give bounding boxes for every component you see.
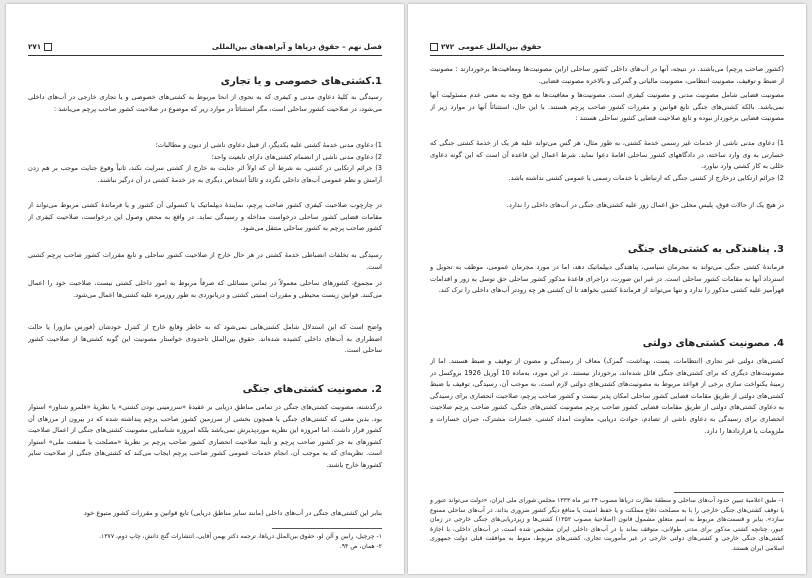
footnotes xyxy=(28,532,382,554)
book-page-271 xyxy=(6,4,404,574)
section-4-heading: 4. مصونیت کشتی‌های دولتی xyxy=(642,338,784,349)
section-2-heading: 2. مصونیت کشتی‌های جنگی xyxy=(242,384,382,395)
header-rule xyxy=(430,55,784,56)
page-number: ۲۷۲ xyxy=(441,42,455,51)
section-1-heading: 1.کشتی‌های خصوصی و یا تجاری xyxy=(220,76,382,87)
footnote: ۱- طبق اعلامیهٔ تبیین حدود آب‌های ساحلی و منطقهٔ نظارت دریاها مصوب ۲۴ تیر ماه ۱۳۳۳ مجلس شورای ملی ایران، «دولت می‌تواند عبور و یا توقف کشتی‌های جنگی خارجی را با به مصلحت دفاع مملکت و یا حفظ امنیت یا منافع دیگر کشور ضروری بداند، در آب‌های ساحلی ممنوع سازد». بنابر و قسمت‌های مربوط به اسم متعلق مشمول قانون (اصلاحیهٔ مصوب ۱۳۵۲) کشتی‌ها و زیردریایی‌های جنگی خارجی در زمان عبور، چنانچه کشتی مذکور برای مدتی طولانی، متوقف بماند یا در آب‌های داخلی ایران مشخص شده است، در آب‌های داخلی، با اجازهٔ کشتی‌های جنگی خارجی و کشتی‌های دولتی خارجی در غیر مأموریت تجاری، کشتی‌های مربوط، منوط به موافقت قبلی دولت جمهوری اسلامی ایران هستند. xyxy=(430,497,784,552)
section-1-intro: رسیدگی به کلیهٔ دعاوی مدنی و کیفری که به نحوی از انحا مربوط به کشتی‌های خصوصی و یا تجاری خارجی در آب‌های داخلی می‌شود، در صلاحیت کشور ساحلی است، مگر استثنائاً در موارد زیر که موضوع در صلاحیت کشور صاحب پرچم می‌باشد : xyxy=(28,93,382,113)
paragraph-2: مصونیت قضایی شامل مصونیت مدنی و مصونیت کیفری است. مصونیت‌ها و معافیت‌ها به هیچ وجه به معنی عدم مسئولیت آنها نمی‌باشد. بالکه کشتی‌های جنگی تابع قوانین و مقررات کشور صاحب پرچم هستند. با این حال، استثنائاً آنها در موارد زیر از مصونیت قضایی برخوردار نبوده و تابع صلاحیت قضایی کشور ساحلی هستند : xyxy=(430,91,784,123)
square-ornament-icon xyxy=(44,43,52,51)
immunity-exceptions-list xyxy=(430,138,784,198)
paragraph-3: در هیچ یک از حالات فوق، پلیس محلی حق اعمال زور علیه کشتی‌های جنگی در آب‌های داخلی را ندارد. xyxy=(506,201,784,209)
header-title: حقوق بین‌الملل عمومی xyxy=(458,42,542,51)
list-item: 2) جرائم ارتکابی درخارج از کشتی جنگی که ارتباطی با خدمات رسمی یا عمومی کشتی نداشته باشد. xyxy=(508,173,784,182)
header-rule xyxy=(28,55,382,56)
section-3-paragraph: فرماندهٔ کشتی جنگی می‌تواند به مجرمان سیاسی، پناهندگی دیپلماتیک دهد، اما در مورد مجرمان عمومی، موظف به تحویل و استرداد آنها به مقامات کشور ساحلی است. در غیر این صورت، دراجرای قاعدهٔ مذکور کشور ساحلی حق توسل به زور و اقدامات قهرآمیز علیه کشتی مذکور را ندارد و تنها می‌تواند از فرماندهٔ کشتی بخواهد تا آن کشتی هر چه زودتر آب‌های داخلی را ترک کند. xyxy=(430,263,784,295)
section-1-paragraph-3: رسیدگی به تخلفات انضباطی خدمهٔ کشتی در هر حال خارج از صلاحیت کشور ساحلی و تابع مقررات کشور صاحب پرچم کشتی است. xyxy=(28,251,382,271)
section-4-paragraph: کشتی‌های دولتی غیر تجاری (انتظامات، پست، بهداشت، گمرک) معاف از رسیدگی و مصون از توقیف و ضبط هستند. اما از مصونیت‌های دیگری که برای کشتی‌های جنگی قائل شده‌اند، برخوردار نیستند. در این مورد، به‌ماده 10 آوریل 1926 بروکسل در زمینهٔ یکنواخت سازی برخی از قواعد مربوط به مصونیت‌های کشتی‌های دولتی لازم است. به موجب آن، رسیدگی، توقیف یا ضبط کشتی‌های دولتی از طریق مقامات قضایی کشور ساحلی امکان پذیر نیست و کشور صاحب پرچم، صلاحیت انحصاری برای رسیدگی به دعاوی کشتی‌های دولتی از طریق مقامات قضایی کشور صاحب پرچم مصونیت کشتی‌های جنگی، کشور صاحب پرچم صلاحیت انحصاری برای رسیدگی به دعاوی ناشی از تصادم، حوادث دریایی، معاونت امداد کشتی، خسارات مشترک، جبران خسارات و ملزومات یا قراردادها را دارد. xyxy=(430,357,784,435)
page-number: ۲۷۱ xyxy=(28,42,42,51)
section-1-paragraph-4: در مجموع، کشورهای ساحلی معمولاً در تماس مسائلی که صرفاً مربوط به امور داخلی کشتی نیست، صلاحیت خود را اعمال می‌کنند. قوانین زیست محیطی و مقررات امنیتی کشتی و دریانوردی به طور روزمره علیه کشتی‌ها اعمال می‌شود. xyxy=(28,279,382,299)
running-header xyxy=(430,42,784,51)
list-item: 1) دعاوی مدنی خدمهٔ کشتی علیه یکدیگر، از قبیل دعاوی ناشی از دیون و مطالبات؛ xyxy=(155,141,382,149)
section-2-paragraph-2: بنابر این کشتی‌های جنگی در آب‌های داخلی (مانند سایر مناطق دریایی) تابع قوانین و مقررات کشور متبوع خود xyxy=(83,509,382,517)
footnote-rule xyxy=(272,528,382,529)
list-item: 1) دعاوی مدنی ناشی از خدمات غیر رسمی خدمهٔ کشتی، به طور مثال، هر گس می‌تواند علیه هر یک از خدمهٔ کشتی جنگی که خسارتی به وی وارد ساخته، در دادگاههای کشور ساحلی اقامهٔ دعوا نماید. شرط اعمال این قاعده آن است که این گونه دعاوی خللی به کار کشتی وارد نیاورد. xyxy=(430,139,784,171)
running-header xyxy=(28,42,382,51)
paragraph-1: (کشور صاحب پرچم) می‌باشند. در نتیجه، آنها در آب‌های داخلی کشور ساحلی ازاین مصونیت‌ها ومعافیت‌ها برخوردارند : مصونیت از ضبط و توقیف، مصونیت انتظامی، مصونیت مالیاتی و گمرکی و بالاخره مصونیت قضایی. xyxy=(430,65,784,85)
footnote: ۱- چرچیل، رابین و آلن لو، حقوق بین‌الملل دریاها، ترجمه دکتر بهمن آقایی، انتشارات گنج دانش، چاپ دوم، ۱۳۷۷. xyxy=(99,533,382,540)
list-item: 3) جرائم ارتکابی در کشتی، به شرط آن که اولاً اثر جنایت به خارج از کشتی سرایت نکند، ثانیاً وقوع جنایت موجب بر هم زدن آرامش و نظم عمومی آب‌های داخلی نگردد و ثالثاً اشخاص دیگری به جز خدمهٔ کشتی در آن درگیر نباشند. xyxy=(28,164,382,184)
section-1-paragraph-5: واضح است که این استدلال شامل کشتی‌هایی نمی‌شود که به خاطر وقایع خارج از کنترل خودشان (فورس ماژور) یا حالت اضطراری به آب‌های داخلی کشیده شده‌اند. حقوق بین‌الملل تاحدودی خواستار مصونیت این گونه کشتی‌ها از صلاحیت کشور ساحلی است. xyxy=(28,323,382,355)
footnote-rule xyxy=(674,492,784,493)
list-item: 2) دعاوی مدنی ناشی از انضمام کشتی‌های دارای تابعیت واحد؛ xyxy=(211,152,382,161)
section-3-heading: 3. پناهندگی به کشتی‌های جنگی xyxy=(627,244,784,255)
book-page-272 xyxy=(408,4,806,574)
section-2-paragraph-1: درگذشته، مصونیت کشتی‌های جنگی در تمامی مناطق دریایی بر عقیدهٔ «سرزمینی بودن کشتی» یا نظریهٔ «قلمرو شناور» استوار بود. بدین معنی که کشتی‌های جنگی یا همچون بخشی از سرزمین کشور صاحب پرچم پنداشته شده که در بیرون از مرزهای آن کشور قرار داشت. اما امروزه این نظریه موردپذیرش نمی‌باشد بلکه امروزه شناسایی مصونیت کشتی‌های جنگی از اعمال صلاحیت کشورهای به جز کشور صاحب پرچم و تأیید صلاحیت انحصاری کشور صاحب پرچم بر نظریهٔ «مصلحت یا منفعت ملی» استوار است. نظریه‌ای که به موجب آن، انجام خدمات عمومی کشور صاحب پرچم ایجاب می‌کند که کشتی‌های جنگی از صلاحیت سایر کشورها خارج باشند. xyxy=(28,403,382,469)
footnote: ۲- همان، ص ۹۴. xyxy=(339,542,382,550)
section-1-list xyxy=(28,140,382,186)
square-ornament-icon xyxy=(430,43,438,51)
section-1-paragraph-2: در چارچوب صلاحیت کیفری کشور صاحب پرچم، نمایندهٔ دیپلماتیک یا کنسولی آن کشور و یا فرماندهٔ کشتی مربوط می‌تواند از مقامات قضایی کشور ساحلی درخواست مداخله و رسیدگی نماید. در واقع به محض وصول این درخواست، صلاحیت کیفری از کشور صاحب پرچم به کشور ساحلی منتقل می‌شود. xyxy=(28,201,382,233)
header-title: فصل نهم – حقوق دریاها و آبراهه‌های بین‌المللی xyxy=(212,42,382,51)
